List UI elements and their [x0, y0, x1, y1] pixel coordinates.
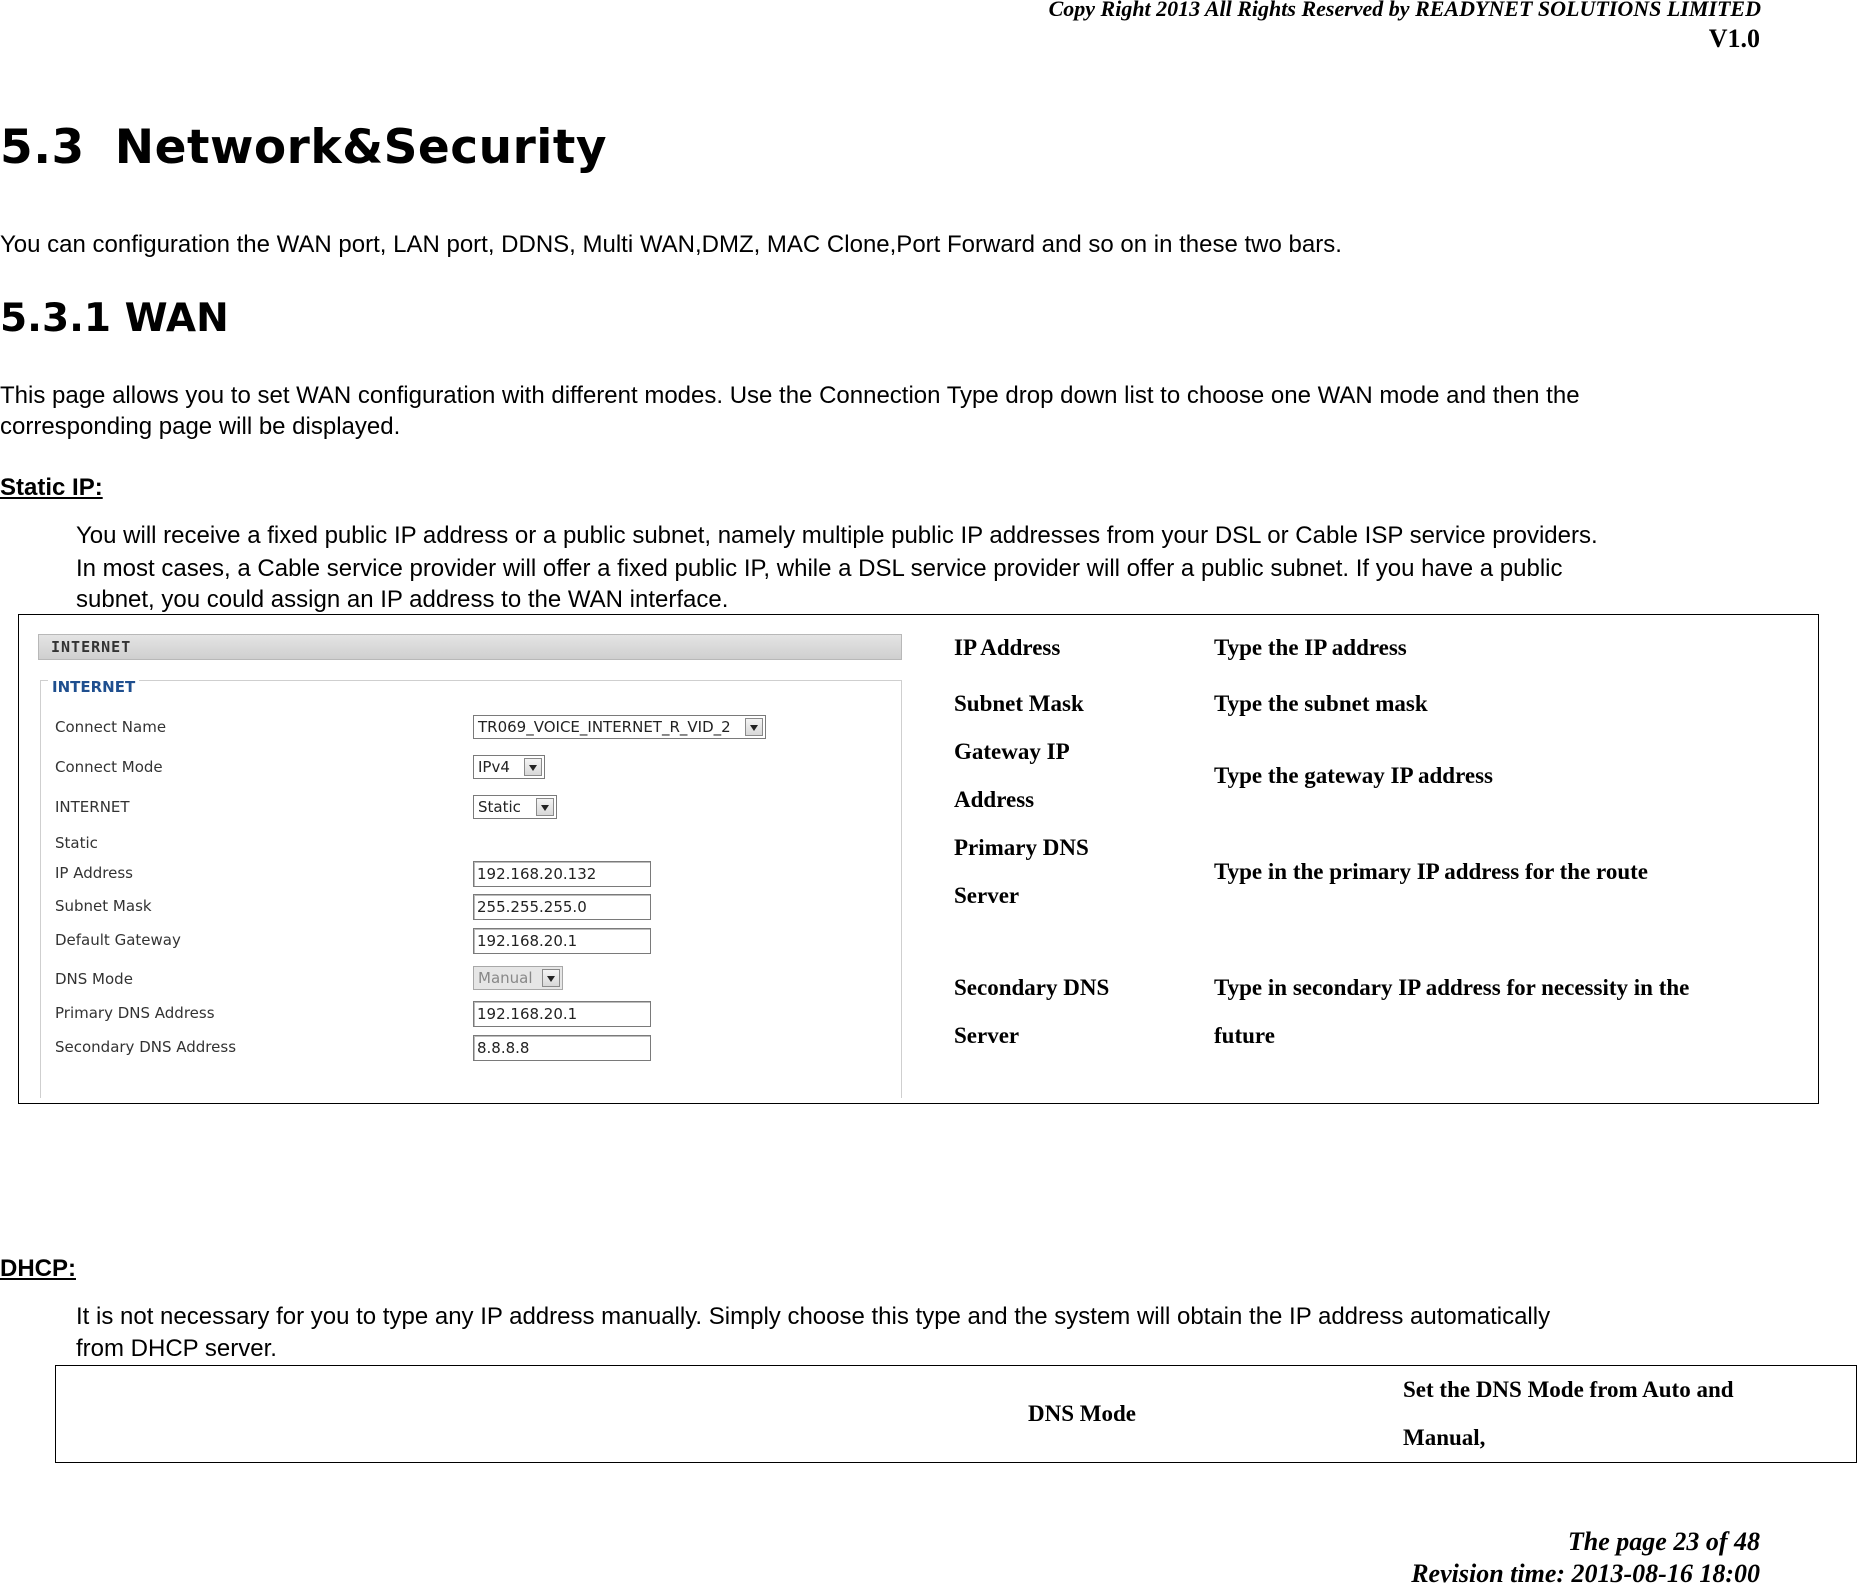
static-ip-heading: Static IP:: [0, 474, 103, 501]
dns-mode-value: Manual: [478, 969, 533, 987]
connect-mode-select[interactable]: [473, 755, 545, 779]
desc-sdns-text-2: future: [1214, 1023, 1275, 1048]
internet-legend: INTERNET: [48, 678, 139, 696]
desc-sdns-text-1: Type in secondary IP address for necessity in the: [1214, 975, 1690, 1000]
internet-fieldset: [40, 680, 902, 1098]
internet-label: INTERNET: [55, 798, 130, 816]
subnet-mask-label: Subnet Mask: [55, 897, 152, 915]
dhcp-dns-mode-term: DNS Mode: [1028, 1401, 1136, 1426]
dhcp-dns-mode-desc-2: Manual,: [1403, 1425, 1486, 1450]
chevron-down-icon: [542, 969, 560, 987]
dhcp-heading: DHCP:: [0, 1255, 76, 1282]
desc-gateway-text: Type the gateway IP address: [1214, 763, 1493, 788]
dhcp-line-1: It is not necessary for you to type any IP address manually. Simply choose this type and the system will obtain the IP address automatically: [76, 1303, 1551, 1330]
desc-gateway-term-2: Address: [954, 787, 1035, 812]
desc-mask-term: Subnet Mask: [954, 691, 1084, 716]
connect-name-select[interactable]: [473, 715, 766, 739]
connect-mode-label: Connect Mode: [55, 758, 163, 776]
connect-mode-value: IPv4: [478, 758, 510, 776]
internet-bar-title: INTERNET: [51, 638, 132, 656]
ip-address-label: IP Address: [55, 864, 133, 882]
ip-address-input[interactable]: 192.168.20.132: [473, 861, 651, 887]
internet-type-value: Static: [478, 798, 521, 816]
static-ip-line-2: In most cases, a Cable service provider will offer a fixed public IP, while a DSL service provider will offer a public subnet. If you have a public: [76, 555, 1563, 582]
secondary-dns-input[interactable]: 8.8.8.8: [473, 1035, 651, 1061]
chevron-down-icon: [536, 798, 554, 816]
section-intro: You can configuration the WAN port, LAN port, DDNS, Multi WAN,DMZ, MAC Clone,Port Forward and so on in these two bars.: [0, 231, 1342, 258]
desc-mask-text: Type the subnet mask: [1214, 691, 1428, 716]
revision-time: Revision time: 2013-08-16 18:00: [1411, 1559, 1760, 1588]
primary-dns-input[interactable]: 192.168.20.1: [473, 1001, 651, 1027]
primary-dns-label: Primary DNS Address: [55, 1004, 215, 1022]
internet-type-select[interactable]: [473, 795, 557, 819]
subsection-intro-line-2: corresponding page will be displayed.: [0, 413, 401, 440]
section-title: [0, 120, 607, 175]
desc-ip-term: IP Address: [954, 635, 1061, 660]
desc-sdns-term-2: Server: [954, 1023, 1020, 1048]
secondary-dns-label: Secondary DNS Address: [55, 1038, 237, 1056]
static-ip-line-1: You will receive a fixed public IP address or a public subnet, namely multiple public IP addresses from your DSL or Cable ISP service providers.: [76, 522, 1598, 549]
desc-pdns-term-2: Server: [954, 883, 1020, 908]
subsection-title: 5.3.1 WAN: [0, 296, 229, 341]
chevron-down-icon: [524, 758, 542, 776]
static-label: Static: [55, 834, 98, 852]
connect-name-value: TR069_VOICE_INTERNET_R_VID_2: [478, 718, 731, 736]
desc-pdns-text: Type in the primary IP address for the route: [1214, 859, 1649, 884]
section-title-text: Network&Security: [114, 120, 608, 175]
router-screenshot: [30, 622, 912, 1098]
connect-name-label: Connect Name: [55, 718, 167, 736]
desc-gateway-term-1: Gateway IP: [954, 739, 1070, 764]
subsection-intro-line-1: This page allows you to set WAN configuration with different modes. Use the Connection Type drop down list to choose one WAN mode and then the: [0, 382, 1580, 409]
internet-title-bar: [38, 634, 902, 660]
section-number: 5.3: [0, 120, 85, 175]
subnet-mask-input[interactable]: 255.255.255.0: [473, 894, 651, 920]
static-ip-line-3: subnet, you could assign an IP address to the WAN interface.: [76, 586, 729, 613]
dns-mode-label: DNS Mode: [55, 970, 133, 988]
default-gateway-label: Default Gateway: [55, 931, 181, 949]
default-gateway-input[interactable]: 192.168.20.1: [473, 928, 651, 954]
version-label: V1.0: [1708, 24, 1760, 53]
desc-sdns-term-1: Secondary DNS: [954, 975, 1110, 1000]
dns-mode-select: [473, 966, 563, 990]
desc-pdns-term-1: Primary DNS: [954, 835, 1089, 860]
desc-ip-text: Type the IP address: [1214, 635, 1407, 660]
chevron-down-icon: [745, 718, 763, 736]
copyright-header: Copy Right 2013 All Rights Reserved by READYNET SOLUTIONS LIMITED: [1048, 0, 1761, 21]
dhcp-line-2: from DHCP server.: [76, 1335, 277, 1362]
page-number: The page 23 of 48: [1567, 1527, 1760, 1556]
dhcp-dns-mode-desc-1: Set the DNS Mode from Auto and: [1403, 1377, 1734, 1402]
